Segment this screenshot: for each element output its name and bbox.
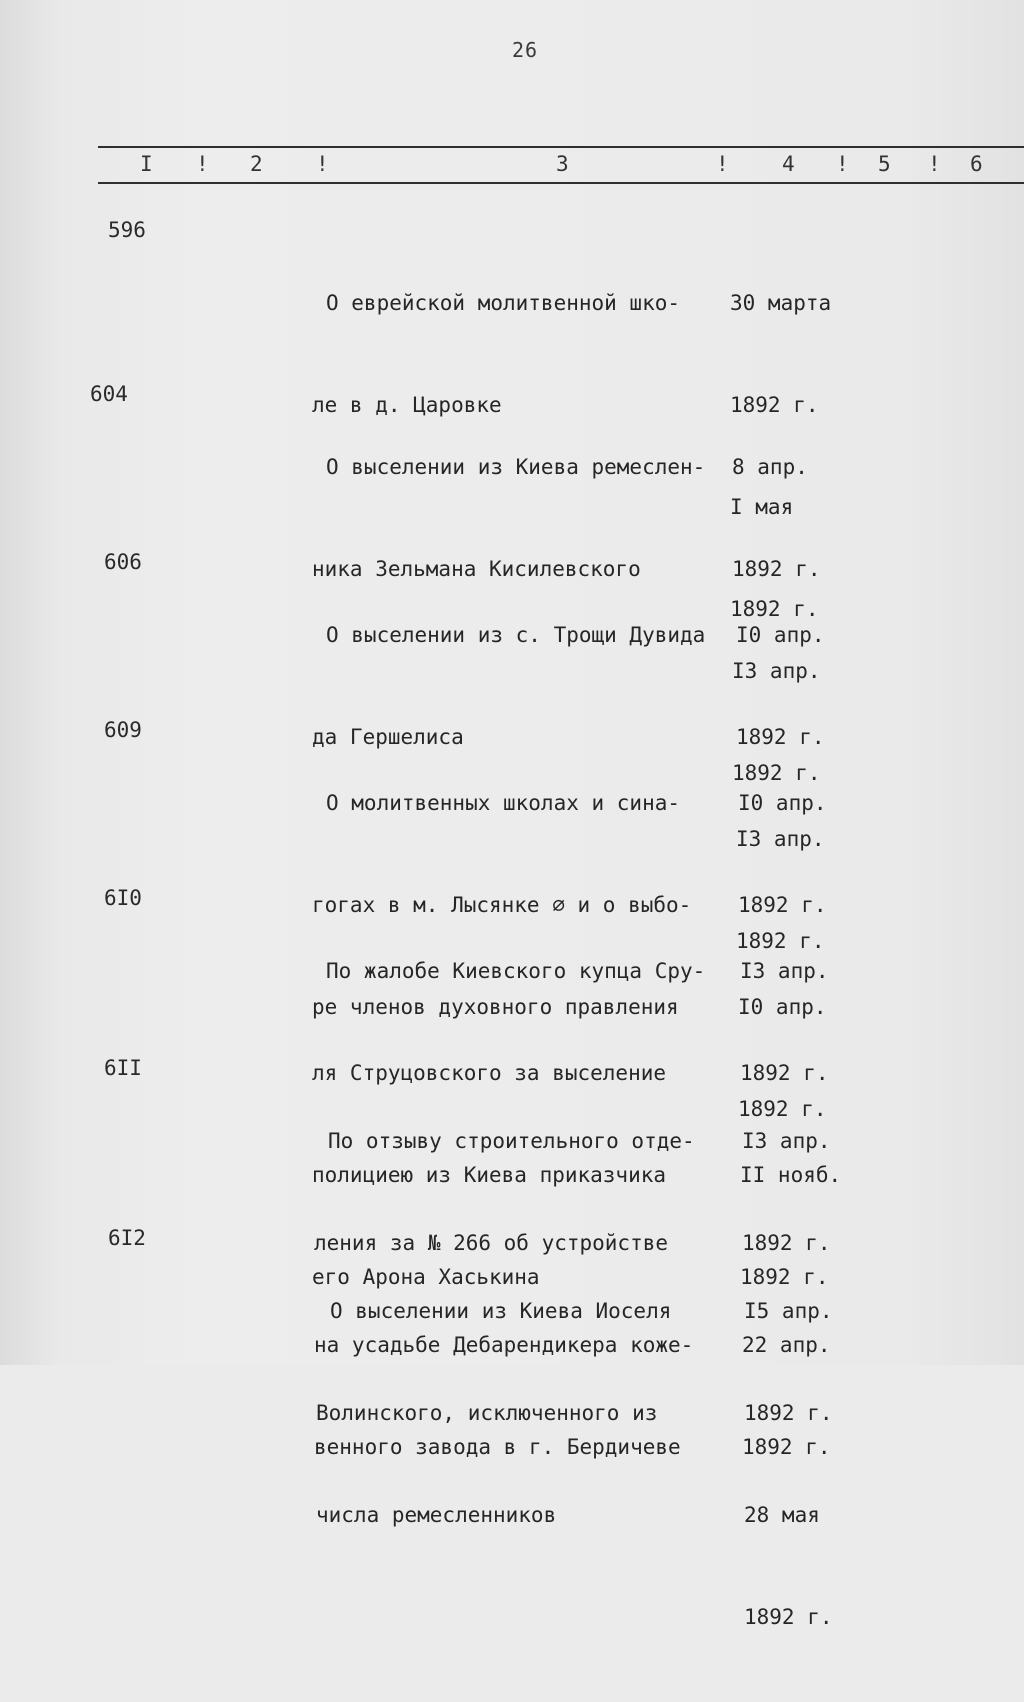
description-line: О молитвенных школах и сина- — [326, 791, 681, 815]
date-line: 1892 г. — [736, 929, 825, 953]
description-line: Волинского, исключенного из — [316, 1401, 658, 1425]
header-col-6: 6 — [970, 152, 983, 176]
description-line: О еврейской молитвенной шко- — [326, 291, 681, 315]
date-line: 1892 г. — [740, 1061, 829, 1085]
description-line: да Гершелиса — [312, 725, 464, 749]
description-line: на усадьбе Дебарендикера коже- — [314, 1333, 694, 1357]
date-line: II нояб. — [740, 1163, 842, 1187]
date-line: 1892 г. — [732, 761, 821, 785]
date-line: I0 апр. — [736, 623, 825, 647]
description-line: гогах в м. Лысянке ∅ и о выбо- — [312, 893, 692, 917]
date-line: I0 апр. — [738, 995, 827, 1019]
description-line: венного завода в г. Бердичеве — [314, 1435, 681, 1459]
page-number: 26 — [512, 38, 539, 62]
date-line: 1892 г. — [740, 1265, 829, 1289]
date-line: 1892 г. — [736, 725, 825, 749]
date-line: 1892 г. — [738, 1097, 827, 1121]
description-line: ля Струцовского за выселение — [312, 1061, 667, 1085]
date-line: 1892 г. — [744, 1401, 833, 1425]
description-line: О выселении из с. Трощи Дувида — [326, 623, 706, 647]
description-line: О выселении из Киева Иоселя — [330, 1299, 672, 1323]
record-number: 6I2 — [108, 1226, 146, 1250]
date-line: 1892 г. — [732, 557, 821, 581]
description-line: ле в д. Царовке — [312, 393, 502, 417]
record-number: 6I0 — [104, 886, 142, 910]
description-line: ления за № 266 об устройстве — [314, 1231, 669, 1255]
record-number: 596 — [108, 218, 146, 242]
header-rule-bottom — [98, 182, 1024, 184]
date-line: I3 апр. — [740, 959, 829, 983]
description-line: числа ремесленников — [316, 1503, 557, 1527]
date-line: 1892 г. — [730, 597, 819, 621]
date-line: I мая — [730, 495, 794, 519]
header-separator: ! — [928, 152, 941, 176]
date-line: I0 апр. — [738, 791, 827, 815]
record-description — [316, 1226, 750, 1600]
date-line: 1892 г. — [730, 393, 819, 417]
date-line: I3 апр. — [736, 827, 825, 851]
header-separator: ! — [836, 152, 849, 176]
record-number: 6II — [104, 1056, 142, 1080]
record-number: 606 — [104, 550, 142, 574]
header-col-2: 2 — [250, 152, 263, 176]
header-rule-top — [98, 146, 1024, 148]
description-line: О выселении из Киева ремеслен- — [326, 455, 706, 479]
header-col-5: 5 — [878, 152, 891, 176]
header-separator: ! — [716, 152, 729, 176]
date-line: I5 апр. — [744, 1299, 833, 1323]
date-line: 1892 г. — [738, 893, 827, 917]
description-line: ника Зельмана Кисилевского — [312, 557, 641, 581]
header-col-4: 4 — [782, 152, 795, 176]
date-line: 1892 г. — [744, 1605, 833, 1629]
description-line: ре членов духовного правления — [312, 995, 679, 1019]
date-line: 1892 г. — [742, 1435, 831, 1459]
header-col-3: 3 — [556, 152, 569, 176]
description-line: По отзыву строительного отде- — [328, 1129, 695, 1153]
record-number: 609 — [104, 718, 142, 742]
header-separator: ! — [196, 152, 209, 176]
date-line: 28 мая — [744, 1503, 820, 1527]
date-line: 30 марта — [730, 291, 832, 315]
header-separator: ! — [316, 152, 329, 176]
record-number: 604 — [90, 382, 128, 406]
date-line: I3 апр. — [732, 659, 821, 683]
header-col-1: I — [140, 152, 153, 176]
description-line: его Арона Хаськина — [312, 1265, 540, 1289]
date-line: 8 апр. — [732, 455, 808, 479]
description-line: полициею из Киева приказчика — [312, 1163, 667, 1187]
date-line: I3 апр. — [742, 1129, 831, 1153]
date-line: 22 апр. — [742, 1333, 831, 1357]
description-line: По жалобе Киевского купца Сру- — [326, 959, 706, 983]
date-line: 1892 г. — [742, 1231, 831, 1255]
record-dates — [744, 1226, 833, 1702]
